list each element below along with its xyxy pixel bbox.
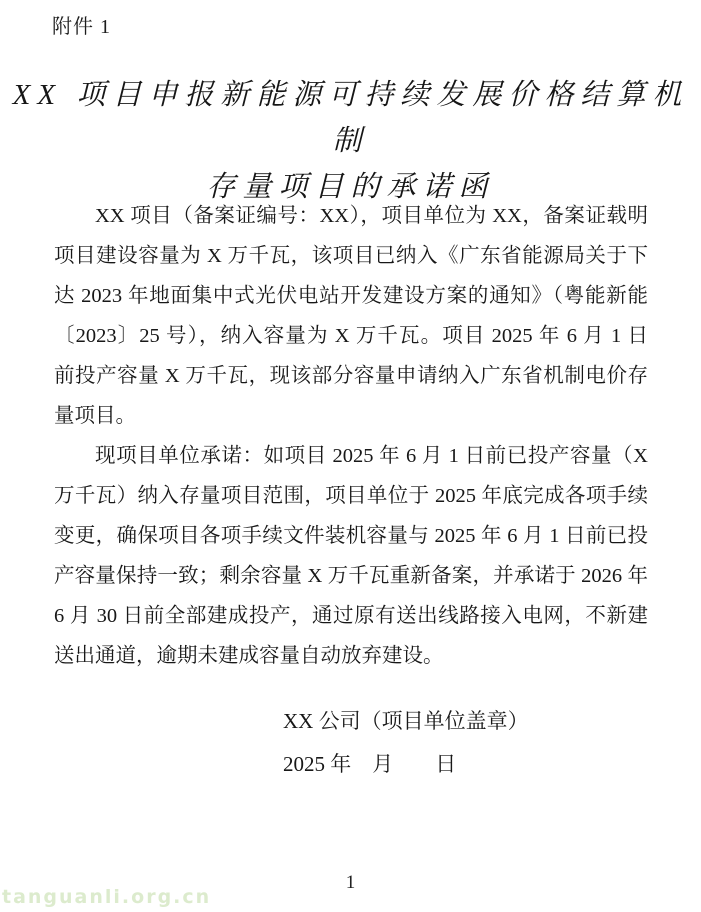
body-line: XX 项目（备案证编号：XX），项目单位为 XX，备案证载明 <box>95 205 648 227</box>
document-title-line2: 存量项目的承诺函 <box>206 171 495 203</box>
body-line: 6 月 30 日前全部建成投产，通过原有送出线路接入电网，不新建 <box>54 605 648 627</box>
body-line: 现项目单位承诺：如项目 2025 年 6 月 1 日前已投产容量（X <box>95 445 648 467</box>
body-line: 变更，确保项目各项手续文件装机容量与 2025 年 6 月 1 日前已投 <box>54 525 648 547</box>
document-title <box>0 72 701 210</box>
body-line: 〔2023〕25 号），纳入容量为 X 万千瓦。项目 2025 年 6 月 1 日 <box>54 325 648 347</box>
signature-date-line: 2025 年 月 日 <box>283 752 457 776</box>
document-title-line1: XX 项目申报新能源可持续发展价格结算机制 <box>12 79 689 157</box>
signature-company-line: XX 公司（项目单位盖章） <box>283 709 529 733</box>
body-line: 项目建设容量为 X 万千瓦，该项目已纳入《广东省能源局关于下 <box>54 245 648 267</box>
signature-block <box>283 700 529 786</box>
watermark: tanguanli.org.cn <box>2 886 212 908</box>
body-line: 万千瓦）纳入存量项目范围，项目单位于 2025 年底完成各项手续 <box>54 485 648 507</box>
body-line: 量项目。 <box>54 405 136 427</box>
body-line: 达 2023 年地面集中式光伏电站开发建设方案的通知》（粤能新能 <box>54 285 648 307</box>
document-body <box>54 196 648 676</box>
page-number: 1 <box>345 872 356 893</box>
body-line: 前投产容量 X 万千瓦，现该部分容量申请纳入广东省机制电价存 <box>54 365 648 387</box>
body-line: 产容量保持一致；剩余容量 X 万千瓦重新备案，并承诺于 2026 年 <box>54 565 648 587</box>
attachment-label: 附件 1 <box>52 16 111 38</box>
body-line: 送出通道，逾期未建成容量自动放弃建设。 <box>54 645 444 667</box>
